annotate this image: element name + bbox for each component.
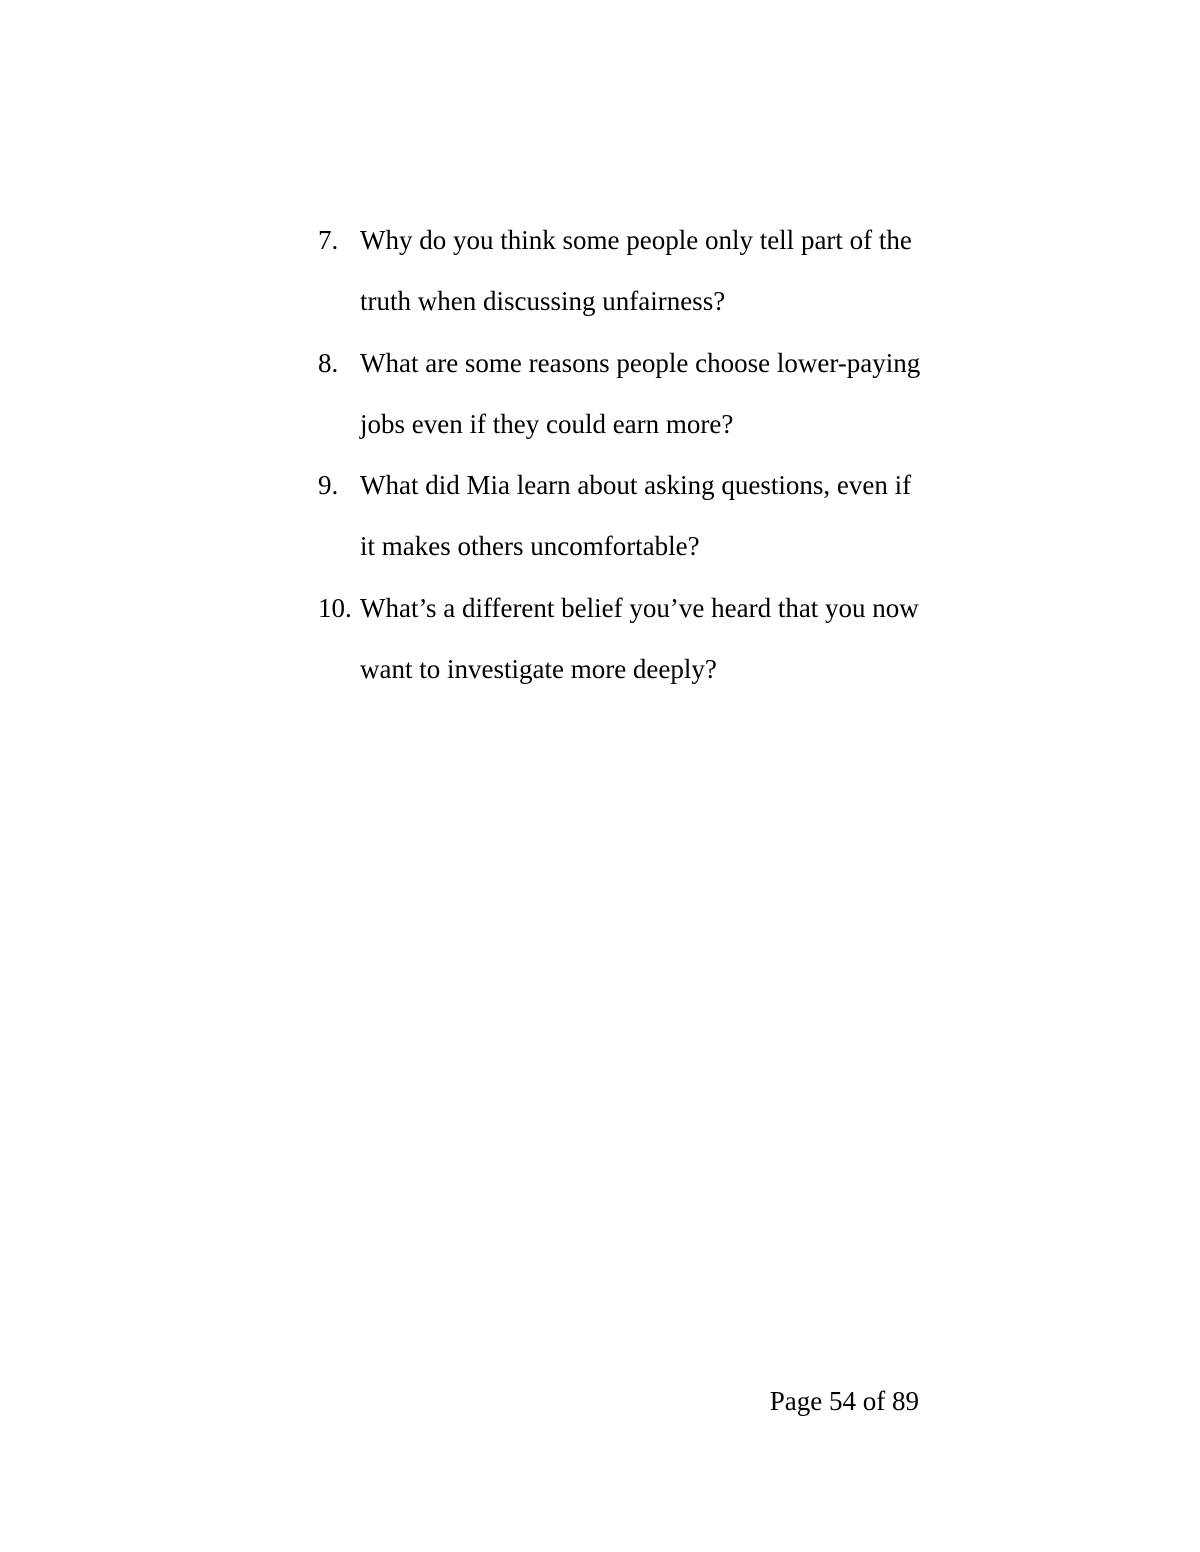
question-number: 9. [318,470,339,501]
question-text: What are some reasons people choose lower-paying jobs even if they could earn more? [360,347,921,439]
question-number: 8. [318,347,339,378]
question-text: Why do you think some people only tell part of the truth when discussing unfairness? [360,225,912,317]
question-number: 10. [318,592,352,623]
question-item [318,578,938,701]
question-text: What’s a different belief you’ve heard that you now want to investigate more deeply? [360,592,919,685]
question-item [318,455,938,578]
question-item [318,333,938,456]
discussion-question-list [318,210,938,700]
question-text: What did Mia learn about asking questions, even if it makes others uncomfortable? [360,470,912,562]
question-item [318,210,938,333]
page-number: Page 54 of 89 [769,1386,919,1416]
question-number: 7. [318,225,339,255]
